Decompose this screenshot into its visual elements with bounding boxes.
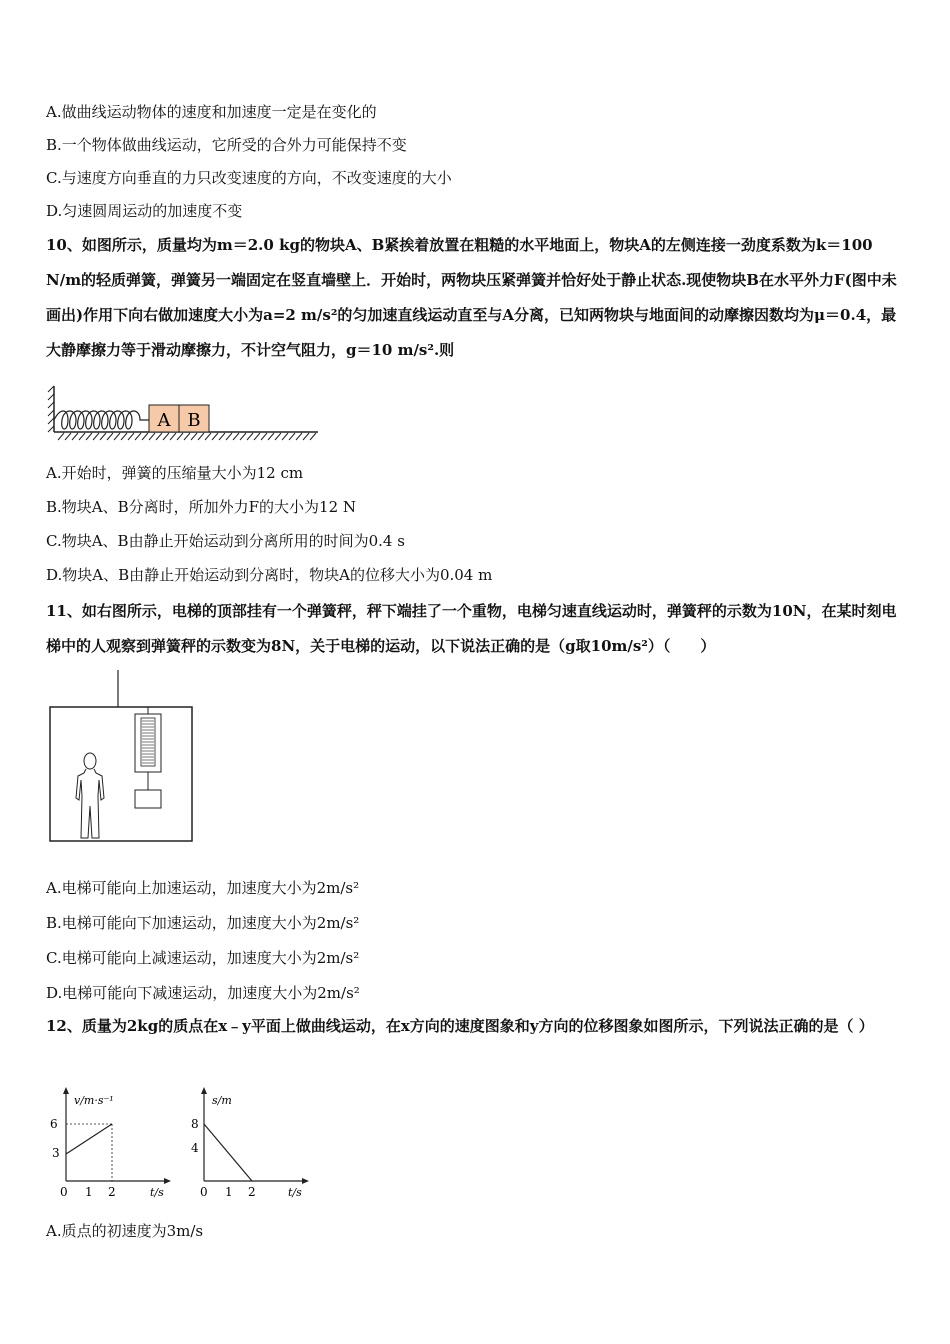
q11-stem: 11、如右图所示，电梯的顶部挂有一个弹簧秤，秤下端挂了一个重物，电梯匀速直线运动时，弹簧秤的示数为10N，在某时刻电梯中的人观察到弹簧秤的示数变为8N，关于电梯的运动，以下说法正确的是（g取10m/s²）（ ） [46,602,897,655]
velocity-time-graph [46,1084,176,1200]
graph1-xlabel: t/s [150,1186,164,1199]
spring-block-figure [46,380,326,442]
block-a-label: A [157,410,171,431]
graph2-ylabel: s/m [212,1094,232,1107]
q9-option-b: B.一个物体做曲线运动，它所受的合外力可能保持不变 [46,136,407,154]
graph2-xtick-2: 2 [248,1185,256,1199]
graph1-ylabel: v/m·s⁻¹ [74,1094,114,1107]
q10-option-a: A.开始时，弹簧的压缩量大小为12 cm [46,464,304,482]
graph1-ytick-3: 3 [52,1146,60,1160]
block-b-label: B [187,410,201,431]
q10-option-d: D.物块A、B由静止开始运动到分离时，物块A的位移大小为0.04 m [46,566,493,584]
q9-option-a: A.做曲线运动物体的速度和加速度一定是在变化的 [46,103,377,121]
graph1-xtick-2: 2 [108,1185,116,1199]
q10-option-b: B.物块A、B分离时，所加外力F的大小为12 N [46,498,357,516]
elevator-figure [48,668,198,844]
displacement-time-graph [188,1084,318,1200]
q11-option-b: B.电梯可能向下加速运动，加速度大小为2m/s² [46,914,360,932]
q9-option-c: C.与速度方向垂直的力只改变速度的方向，不改变速度的大小 [46,169,452,187]
graph2-xtick-1: 1 [225,1185,233,1199]
graph1-xtick-1: 1 [85,1185,93,1199]
graph2-xtick-0: 0 [200,1185,208,1199]
q10-stem: 10、如图所示，质量均为m＝2.0 kg的物块A、B紧挨着放置在粗糙的水平地面上，物块A的左侧连接一劲度系数为k＝100 N/m的轻质弹簧，弹簧另一端固定在竖直墙壁上．开始时，两物块压紧弹簧并恰好处于静止状态.现使物块B在水平外力F(图中未画出)作用下向右做加速度大小为a=2 m/s²的匀加速直线运动直至与A分离，已知两物块与地面间的动摩擦因数均为μ＝0.4，最大静摩擦力等于滑动摩擦力，不计空气阻力，g＝10 m/s².则 [46,236,897,359]
q10-option-c: C.物块A、B由静止开始运动到分离所用的时间为0.4 s [46,532,405,550]
q11-option-a: A.电梯可能向上加速运动，加速度大小为2m/s² [46,879,360,897]
q9-option-d: D.匀速圆周运动的加速度不变 [46,202,243,220]
graph2-ytick-4: 4 [191,1141,199,1155]
graph1-xtick-0: 0 [60,1185,68,1199]
graph2-xlabel: t/s [288,1186,302,1199]
graph2-ytick-8: 8 [191,1117,199,1131]
graph1-ytick-6: 6 [50,1117,58,1131]
q11-option-c: C.电梯可能向上减速运动，加速度大小为2m/s² [46,949,360,967]
q11-option-d: D.电梯可能向下减速运动，加速度大小为2m/s² [46,984,360,1002]
q12-stem: 12、质量为2kg的质点在x﹣y平面上做曲线运动，在x方向的速度图象和y方向的位移图象如图所示，下列说法正确的是（ ） [46,1017,874,1035]
q12-option-a: A.质点的初速度为3m/s [46,1222,204,1240]
